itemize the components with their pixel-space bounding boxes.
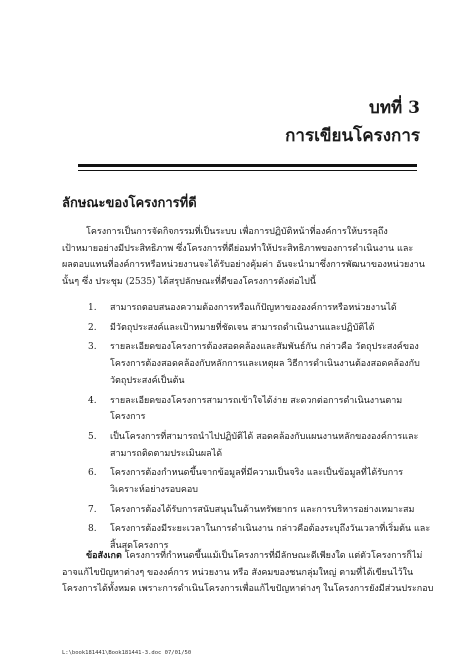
note-line: โครงการได้ทั้งหมด เพราะการดำเนินโครงการเพื่อแก้ไขปัญหาต่างๆ ในโครงการยังมีส่วนประกอบ bbox=[62, 584, 434, 595]
criteria-list bbox=[64, 300, 431, 558]
file-path-footer: L:\book181441\Book181441-3.doc 07/01/50 bbox=[62, 650, 192, 656]
title-divider-thick bbox=[78, 164, 417, 167]
list-item-text bbox=[110, 502, 416, 519]
list-item-number: 5. bbox=[88, 431, 97, 442]
list-item-text bbox=[110, 300, 416, 317]
list-item-text bbox=[110, 429, 418, 462]
list-item-line: รายละเอียดของโครงการสามารถเข้าใจได้ง่าย สะดวกต่อการดำเนินงานตาม bbox=[110, 395, 403, 406]
list-item-line: สามารถติดตามประเมินผลได้ bbox=[110, 448, 223, 459]
title-divider-thin bbox=[78, 170, 417, 171]
list-item bbox=[64, 300, 416, 317]
intro-paragraph bbox=[62, 224, 425, 291]
list-item bbox=[64, 502, 416, 519]
list-item-number: 8. bbox=[88, 524, 97, 535]
chapter-title: การเขียนโครงการ bbox=[285, 126, 420, 146]
note-line: อาจแก้ไขปัญหาต่างๆ ของงค์การ หน่วยงาน หรือ สังคมของชนกลุ่มใหญ่ ตามที่ได้เขียนไว้ใน bbox=[62, 567, 414, 578]
list-item-line: โครงการต้องได้รับการสนับสนุนในด้านทรัพยากร และการบริหารอย่างเหมาะสม bbox=[110, 504, 415, 515]
list-item-line: วัตถุประสงค์เป็นต้น bbox=[110, 375, 185, 386]
list-item bbox=[64, 465, 416, 498]
intro-line: ผลตอบแทนที่องค์การหรือหน่วยงานจะได้รับอย่างคุ้มค่า อันจะนำมาซึ่งการพัฒนาของหน่วยงาน bbox=[62, 260, 425, 271]
list-item-number: 1. bbox=[88, 303, 97, 313]
section-heading: ลักษณะของโครงการที่ดี bbox=[62, 196, 197, 211]
list-item-text bbox=[110, 465, 416, 498]
chapter-number: บทที่ 3 bbox=[369, 98, 420, 118]
list-item bbox=[64, 393, 416, 426]
list-item bbox=[64, 320, 416, 337]
list-item-line: รายละเอียดของโครงการต้องสอดคล้องและสัมพันธ์กัน กล่าวคือ วัตถุประสงค์ของ bbox=[110, 342, 419, 353]
list-item-text bbox=[110, 339, 420, 389]
list-item-number: 7. bbox=[88, 504, 97, 515]
list-item-number: 6. bbox=[88, 468, 97, 479]
list-item-text bbox=[110, 393, 416, 426]
list-item-line: โครงการต้องสอดคล้องกับหลักการและเหตุผล วิธีการดำเนินงานต้องสอดคล้องกับ bbox=[110, 359, 420, 370]
list-item-line: สิ้นสุดโครงการ bbox=[110, 541, 169, 552]
list-item-text bbox=[110, 320, 416, 337]
list-item-number: 4. bbox=[88, 395, 97, 406]
note-text: โครงการที่กำหนดขึ้นแม้เป็นโครงการที่มีลักษณะดีเพียงใด แต่ตัวโครงการก็ไม่ bbox=[121, 551, 423, 561]
note-first-line bbox=[62, 548, 423, 565]
list-item-line: มีวัตถุประสงค์และเป้าหมายที่ชัดเจน สามารถดำเนินงานและปฏิบัติได้ bbox=[110, 322, 375, 333]
list-item-line: โครงการต้องมีระยะเวลาในการดำเนินงาน กล่าวคือต้องระบุถึงวันเวลาที่เริ่มต้น และ bbox=[110, 524, 431, 535]
note-paragraph bbox=[62, 548, 434, 598]
list-item-number: 2. bbox=[88, 322, 97, 333]
intro-line: นั้นๆ ซึ่ง ประชุม (2535) ได้สรุปลักษณะที่ดีของโครงการดังต่อไปนี้ bbox=[62, 277, 316, 288]
list-item bbox=[64, 429, 419, 462]
list-item bbox=[64, 339, 420, 389]
intro-line: เป้าหมายอย่างมีประสิทธิภาพ ซึ่งโครงการที่ดีย่อมทำให้ประสิทธิภาพของการดำเนินงาน และ bbox=[62, 243, 414, 254]
list-item-number: 3. bbox=[88, 342, 97, 353]
intro-line: โครงการเป็นการจัดกิจกรรมที่เป็นระบบ เพื่อการปฏิบัติหน้าที่องค์การให้บรรลุถึง bbox=[86, 227, 388, 237]
list-item-line: เป็นโครงการที่สามารถนำไปปฏิบัติได้ สอดคล้องกับแผนงานหลักขององค์การและ bbox=[110, 431, 419, 442]
list-item-line: โครงการต้องกำหนดขึ้นจากข้อมูลที่มีความเป็นจริง และเป็นข้อมูลที่ได้รับการ bbox=[110, 468, 404, 479]
list-item-line: วิเคราะห์อย่างรอบคอบ bbox=[110, 485, 199, 496]
note-label: ข้อสังเกต bbox=[86, 551, 122, 561]
list-item-line: โครงการ bbox=[110, 412, 146, 423]
list-item-line: สามารถตอบสนองความต้องการหรือแก้ปัญหาขององค์การหรือหน่วยงานได้ bbox=[110, 303, 397, 313]
